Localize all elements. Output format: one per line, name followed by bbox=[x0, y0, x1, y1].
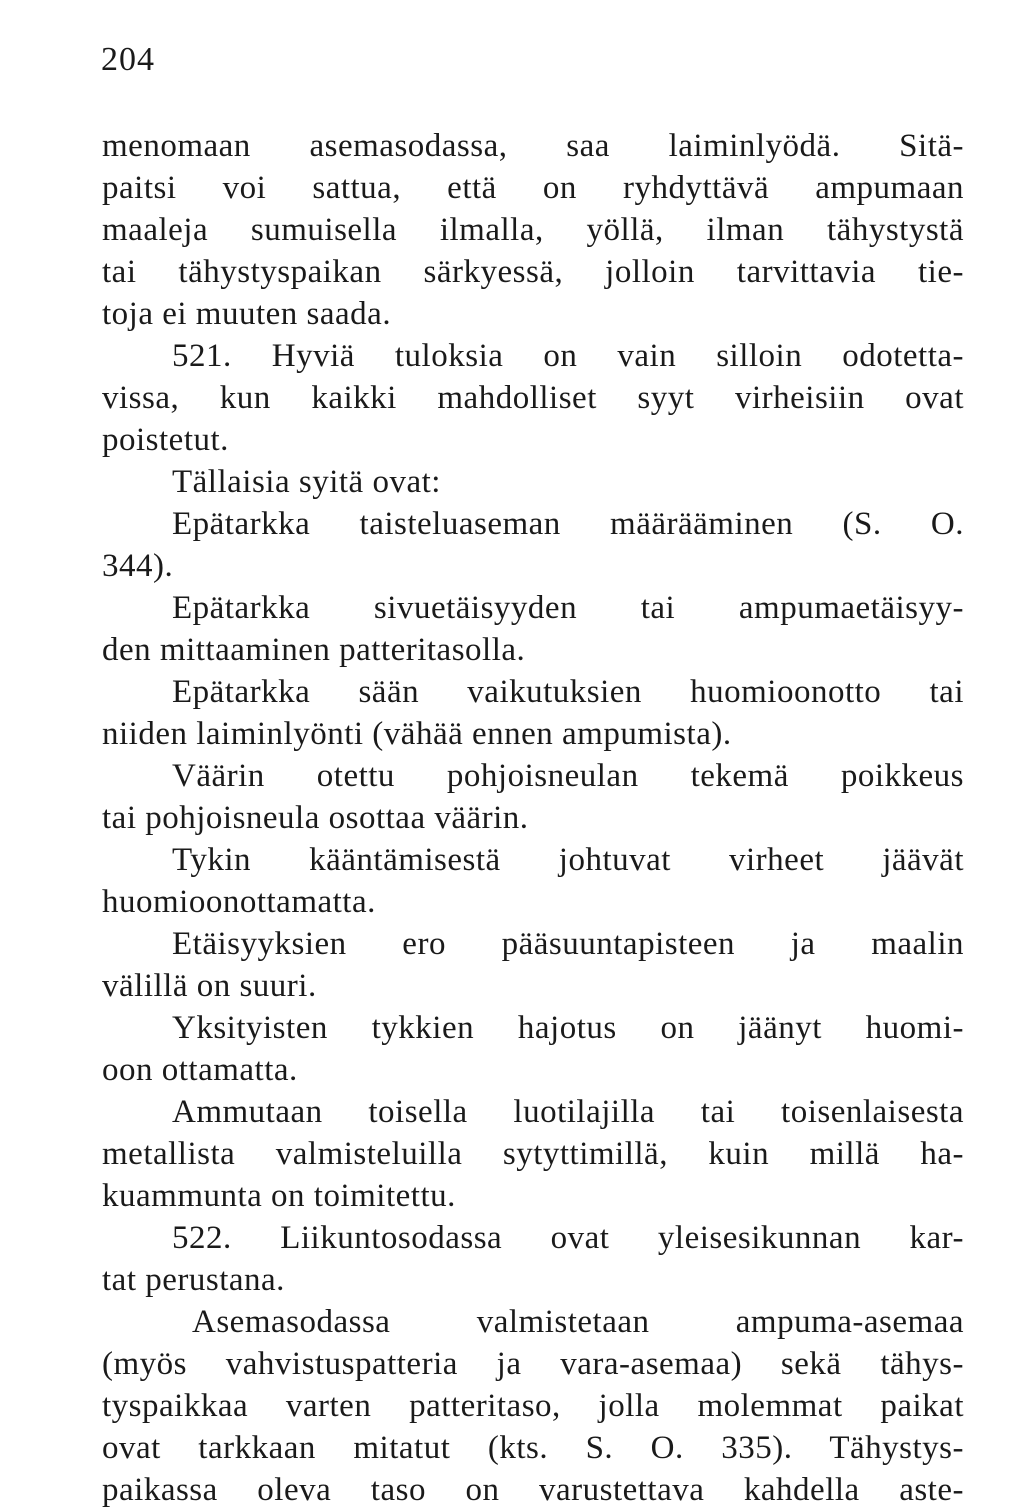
list-item-line: oon ottamatta. bbox=[102, 1052, 298, 1088]
list-item-line: Epätarkka taisteluaseman määrääminen (S. O. bbox=[172, 506, 964, 542]
text-line: tyspaikkaa varten patteritaso, jolla molemmat paikat bbox=[102, 1388, 964, 1424]
text-line: vissa, kun kaikki mahdolliset syyt virheisiin ovat bbox=[102, 380, 964, 416]
text-line: paitsi voi sattua, että on ryhdyttävä ampumaan bbox=[102, 170, 964, 206]
list-item-line: 344). bbox=[102, 548, 174, 584]
body-text bbox=[102, 125, 964, 1511]
list-item-line: kuammunta on toimitettu. bbox=[102, 1178, 456, 1214]
text-line: (myös vahvistuspatteria ja vara-asemaa) sekä tähys- bbox=[102, 1346, 964, 1382]
text-line: ovat tarkkaan mitatut (kts. S. O. 335). Tähystys- bbox=[102, 1430, 964, 1466]
list-item-line: Etäisyyksien ero pääsuuntapisteen ja maalin bbox=[172, 926, 964, 962]
list-item-line: Ammutaan toisella luotilajilla tai toisenlaisesta bbox=[172, 1094, 964, 1130]
list-item-line: Epätarkka sivuetäisyyden tai ampumaetäisyy- bbox=[172, 590, 964, 626]
list-item-line: välillä on suuri. bbox=[102, 968, 317, 1004]
text-line: Tällaisia syitä ovat: bbox=[172, 464, 441, 500]
text-line: tat perustana. bbox=[102, 1262, 285, 1298]
list-item-line: Tykin kääntämisestä johtuvat virheet jäävät bbox=[172, 842, 964, 878]
page-number: 204 bbox=[101, 41, 155, 78]
text-line: menomaan asemasodassa, saa laiminlyödä. Sitä- bbox=[102, 128, 964, 164]
list-item-line: den mittaaminen patteritasolla. bbox=[102, 632, 526, 668]
text-line: tai tähystyspaikan särkyessä, jolloin tarvittavia tie- bbox=[102, 254, 964, 290]
paragraph-522-start: 522. Liikuntosodassa ovat yleisesikunnan kar- bbox=[172, 1220, 964, 1256]
text-line: toja ei muuten saada. bbox=[102, 296, 392, 332]
list-item-line: metallista valmisteluilla sytyttimillä, kuin millä ha- bbox=[102, 1136, 964, 1172]
list-item-line: huomioonottamatta. bbox=[102, 884, 376, 920]
text-line: maaleja sumuisella ilmalla, yöllä, ilman tähystystä bbox=[102, 212, 964, 248]
list-item-line: Yksityisten tykkien hajotus on jäänyt huomi- bbox=[172, 1010, 964, 1046]
text-line: Asemasodassa valmistetaan ampuma-asemaa bbox=[192, 1304, 964, 1340]
list-item-line: Epätarkka sään vaikutuksien huomioonotto tai bbox=[172, 674, 964, 710]
text-line: paikassa oleva taso on varustettava kahdella aste- bbox=[102, 1472, 964, 1508]
paragraph-521-start: 521. Hyviä tuloksia on vain silloin odotetta- bbox=[172, 338, 964, 374]
list-item-line: niiden laiminlyönti (vähää ennen ampumista). bbox=[102, 716, 732, 752]
list-item-line: Väärin otettu pohjoisneulan tekemä poikkeus bbox=[172, 758, 964, 794]
text-line: poistetut. bbox=[102, 422, 229, 458]
list-item-line: tai pohjoisneula osottaa väärin. bbox=[102, 800, 529, 836]
